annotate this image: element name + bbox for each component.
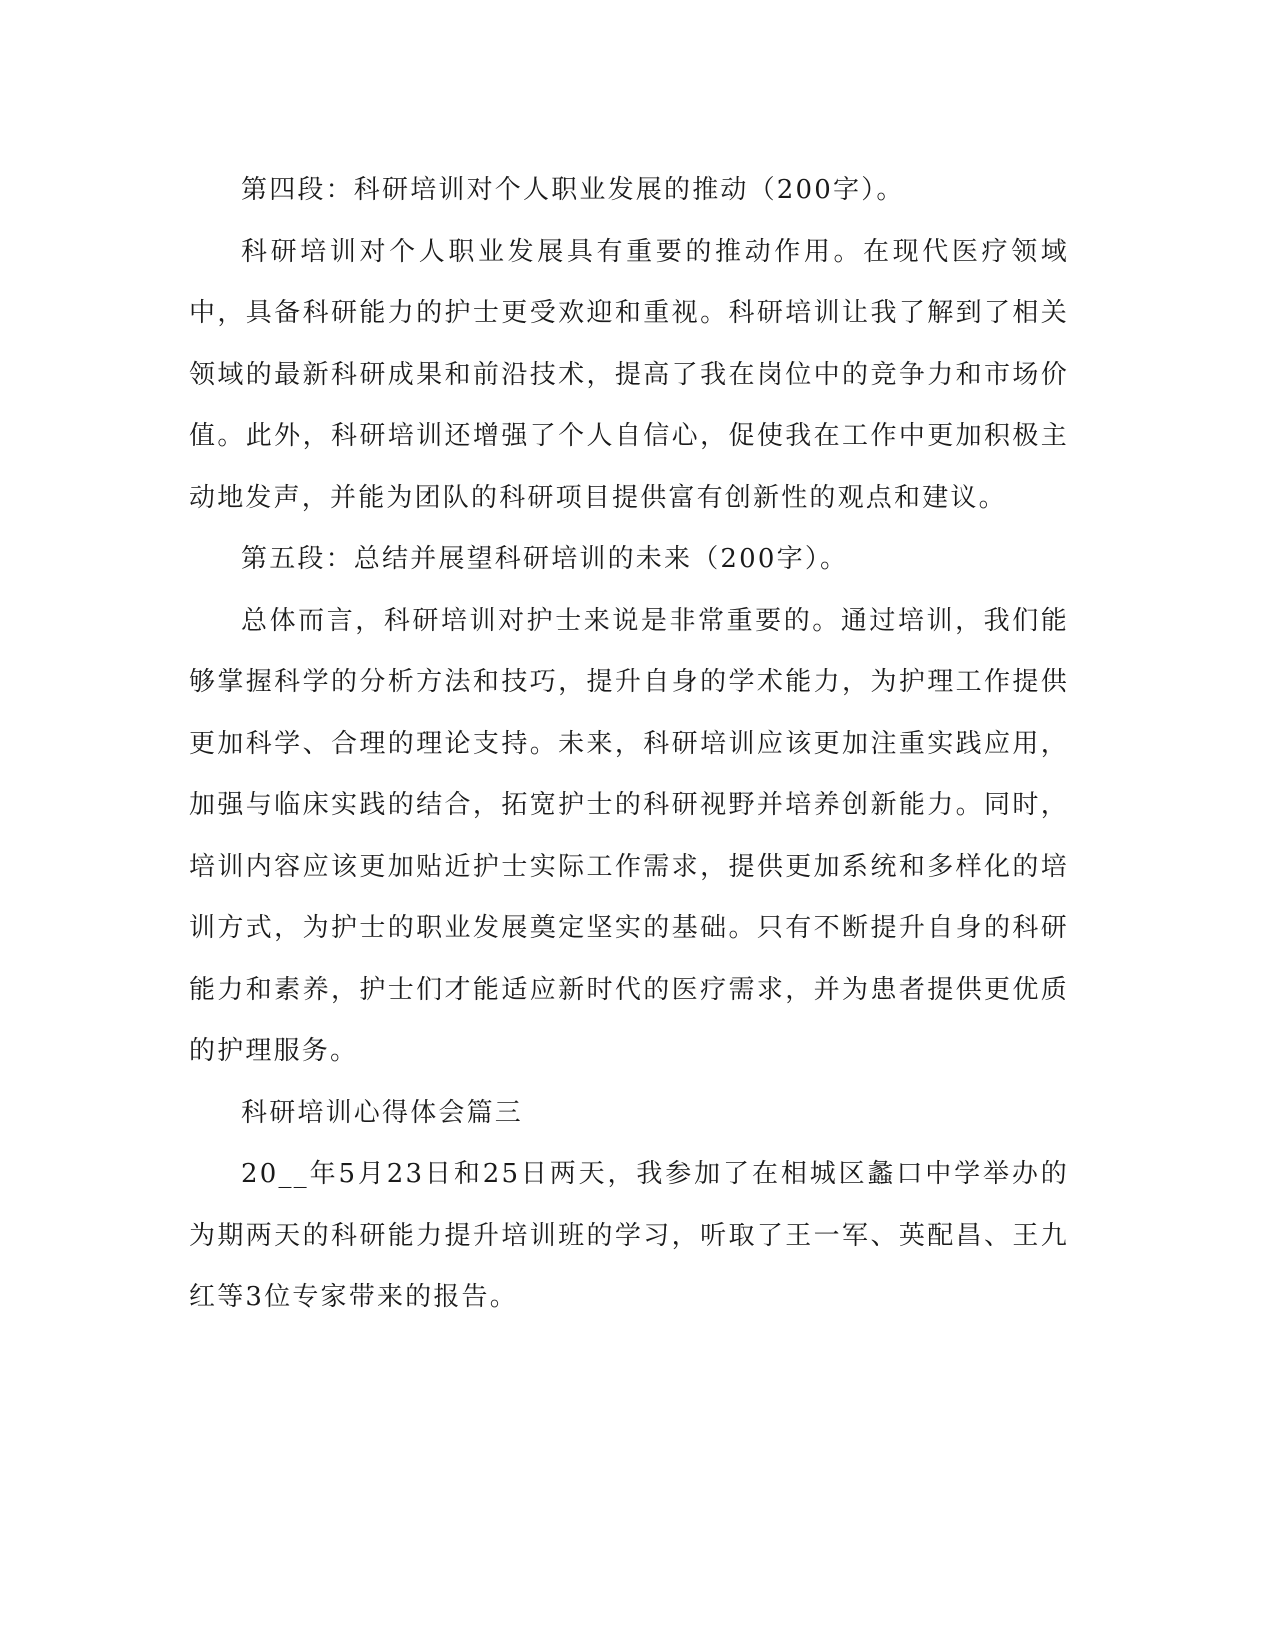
article3-paragraph: 20__年5月23日和25日两天，我参加了在相城区蠡口中学举办的为期两天的科研能力提升培训班的学习，听取了王一军、英配昌、王九红等3位专家带来的报告。 [189,1159,1069,1312]
section5-paragraph: 总体而言，科研培训对护士来说是非常重要的。通过培训，我们能够掌握科学的分析方法和技巧，提升自身的学术能力，为护理工作提供更加科学、合理的理论支持。未来，科研培训应该更加注重实践应用，加强与临床实践的结合，拓宽护士的科研视野并培养创新能力。同时，培训内容应该更加贴近护士实际工作需求，提供更加系统和多样化的培训方式，为护士的职业发展奠定坚实的基础。只有不断提升自身的科研能力和素养，护士们才能适应新时代的医疗需求，并为患者提供更优质的护理服务。 [189,605,1069,1066]
section4-paragraph: 科研培训对个人职业发展具有重要的推动作用。在现代医疗领域中，具备科研能力的护士更受欢迎和重视。科研培训让我了解到了相关领域的最新科研成果和前沿技术，提高了我在岗位中的竞争力和市场价值。此外，科研培训还增强了个人自信心，促使我在工作中更加积极主动地发声，并能为团队的科研项目提供富有创新性的观点和建议。 [189,236,1069,513]
section5-heading: 第五段：总结并展望科研培训的未来（200字）。 [241,544,849,574]
section4-heading: 第四段：科研培训对个人职业发展的推动（200字）。 [241,175,905,205]
article3-title: 科研培训心得体会篇三 [241,1097,524,1128]
document-body [189,160,1069,1329]
